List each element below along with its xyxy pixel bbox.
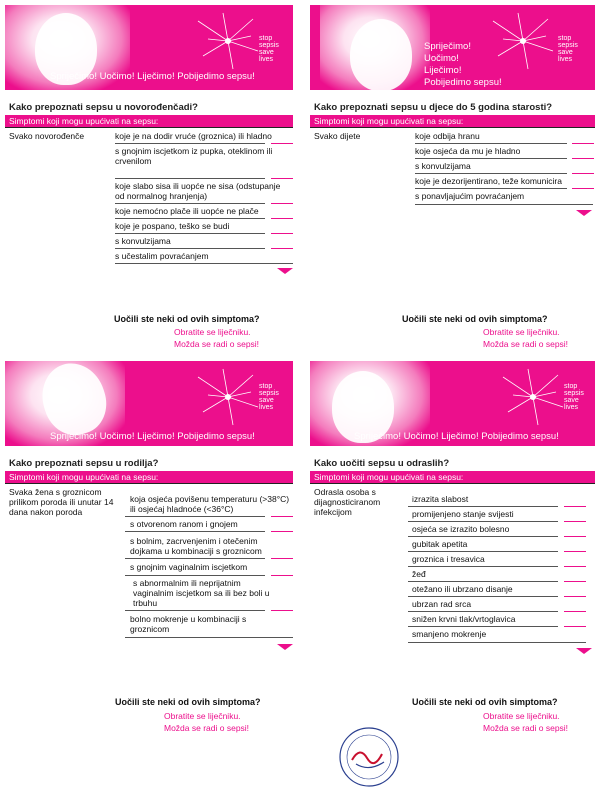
advice-line: Obratite se liječniku.: [174, 327, 251, 337]
brand-word: sepsis: [558, 42, 578, 49]
banner: [310, 361, 595, 446]
splash-logo-icon: [193, 11, 263, 71]
banner: [310, 5, 595, 90]
symptom: koje je pospano, teško se budi: [115, 221, 230, 231]
symptoms-table: [310, 127, 595, 218]
symptoms-table: [310, 483, 595, 674]
symptom: s gnojnim vaginalnim iscjetkom: [130, 562, 248, 572]
brand-word: stop: [259, 383, 273, 390]
brand-word: stop: [558, 35, 572, 42]
symptoms-bar: Simptomi koji mogu upućivati na sepsu:: [5, 115, 293, 127]
symptom: gubitak apetita: [412, 539, 468, 549]
target-group: Svako novorođenče: [9, 131, 85, 141]
question: Uočili ste neki od ovih simptoma?: [114, 314, 260, 324]
arrow-down-icon: [576, 648, 592, 654]
slogan: Spriječimo! Uočimo! Liječimo! Pobijedimo sepsu!: [50, 71, 255, 82]
slogan: Spriječimo!: [424, 41, 471, 52]
panel-title: Kako prepoznati sepsu u rodilja?: [9, 458, 159, 469]
symptoms-table: [5, 483, 293, 644]
arrow-down-icon: [277, 644, 293, 650]
symptom: bolno mokrenje u kombinaciji s groznicom: [130, 614, 247, 634]
symptom: groznica i tresavica: [412, 554, 485, 564]
advice-line: Možda se radi o sepsi!: [483, 339, 569, 349]
brand-word: lives: [558, 56, 573, 63]
panel-children: [310, 5, 595, 218]
panel-title: Kako uočiti sepsu u odraslih?: [314, 458, 450, 469]
symptom: koja osjeća povišenu temperaturu (>38°C) ili osjećaj hladnoće (<36°C): [130, 494, 290, 514]
symptom: s konvulzijama: [115, 236, 171, 246]
question: Uočili ste neki od ovih simptoma?: [115, 697, 261, 707]
symptom: žeđ: [412, 569, 426, 579]
slogan: Uočimo!: [424, 53, 459, 64]
symptom: koje je dezorijentirano, teže komunicira: [415, 176, 562, 186]
advice-line: Obratite se liječniku.: [483, 327, 560, 337]
target-group: Odrasla osoba s dijagnosticiranom infekcijom: [314, 487, 381, 517]
symptom: smanjeno mokrenje: [412, 629, 487, 639]
slogan: Spriječimo! Uočimo! Liječimo! Pobijedimo sepsu!: [354, 431, 559, 442]
child-photo: [320, 5, 430, 90]
symptom: koje odbija hranu: [415, 131, 480, 141]
question: Uočili ste neki od ovih simptoma?: [412, 697, 558, 707]
advice-line: Možda se radi o sepsi!: [483, 723, 569, 733]
symptoms-table: [5, 127, 293, 268]
symptom: koje je na dodir vruće (groznica) ili hladno: [115, 131, 272, 141]
brand-word: stop: [259, 35, 273, 42]
society-seal-logo-icon: [330, 726, 408, 788]
brand-word: stop: [564, 383, 578, 390]
brand-word: sepsis: [259, 42, 279, 49]
slogan: Liječimo!: [424, 65, 462, 76]
symptom: s konvulzijama: [415, 161, 471, 171]
advice-line: Možda se radi o sepsi!: [164, 723, 250, 733]
symptom: osjeća se izrazito bolesno: [412, 524, 510, 534]
banner: [5, 361, 293, 446]
brand-word: sepsis: [564, 390, 584, 397]
slogan: Pobijedimo sepsu!: [424, 77, 502, 88]
symptom: promijenjeno stanje svijesti: [412, 509, 514, 519]
advice-line: Obratite se liječniku.: [483, 711, 560, 721]
symptom: koje nemoćno plače ili uopće ne plače: [115, 206, 259, 216]
symptom: s gnojnim iscjetkom iz pupka, oteklinom ili crvenilom: [115, 146, 273, 166]
brand-word: save: [558, 49, 573, 56]
banner: [5, 5, 293, 90]
symptoms-bar: Simptomi koji mogu upućivati na sepsu:: [5, 471, 293, 483]
panel-newborn: [5, 5, 293, 268]
splash-logo-icon: [498, 367, 568, 427]
brand-word: lives: [259, 404, 274, 411]
advice-line: Možda se radi o sepsi!: [174, 339, 260, 349]
arrow-down-icon: [576, 210, 592, 216]
symptoms-bar: Simptomi koji mogu upućivati na sepsu:: [310, 115, 595, 127]
brand-word: sepsis: [259, 390, 279, 397]
brand-word: save: [564, 397, 579, 404]
brand-word: lives: [259, 56, 274, 63]
target-group: Svaka žena s groznicom prilikom poroda ili unutar 14 dana nakon poroda: [9, 487, 114, 517]
brand-word: save: [259, 397, 274, 404]
symptom: s abnormalnim ili neprijatnim vaginalnim iscjetkom sa ili bez boli u trbuhu: [133, 578, 270, 608]
target-group: Svako dijete: [314, 131, 361, 141]
slogan: Spriječimo! Uočimo! Liječimo! Pobijedimo sepsu!: [50, 431, 255, 442]
question: Uočili ste neki od ovih simptoma?: [402, 314, 548, 324]
panel-title: Kako prepoznati sepsu u djece do 5 godina starosti?: [314, 102, 553, 113]
symptom: s ponavljajućim povraćanjem: [415, 191, 525, 201]
symptom: s učestalim povraćanjem: [115, 251, 209, 261]
symptoms-bar: Simptomi koji mogu upućivati na sepsu:: [310, 471, 595, 483]
symptom: izrazita slabost: [412, 494, 469, 504]
symptom: ubrzan rad srca: [412, 599, 472, 609]
symptom: otežano ili ubrzano disanje: [412, 584, 513, 594]
symptom: snižen krvni tlak/vrtoglavica: [412, 614, 516, 624]
symptom: koje osjeća da mu je hladno: [415, 146, 521, 156]
symptom: s otvorenom ranom i gnojem: [130, 519, 238, 529]
panel-title: Kako prepoznati sepsu u novorođenčadi?: [9, 102, 198, 113]
symptom: koje slabo sisa ili uopće ne sisa (odstupanje od normalnog hranjenja): [115, 181, 281, 201]
panel-mothers: [5, 361, 293, 644]
panel-adults: [310, 361, 595, 674]
advice-line: Obratite se liječniku.: [164, 711, 241, 721]
brand-word: save: [259, 49, 274, 56]
splash-logo-icon: [193, 367, 263, 427]
arrow-down-icon: [277, 268, 293, 274]
symptom: s bolnim, zacrvenjenim i otečenim dojkama u kombinaciji s groznicom: [130, 536, 262, 556]
brand-word: lives: [564, 404, 579, 411]
